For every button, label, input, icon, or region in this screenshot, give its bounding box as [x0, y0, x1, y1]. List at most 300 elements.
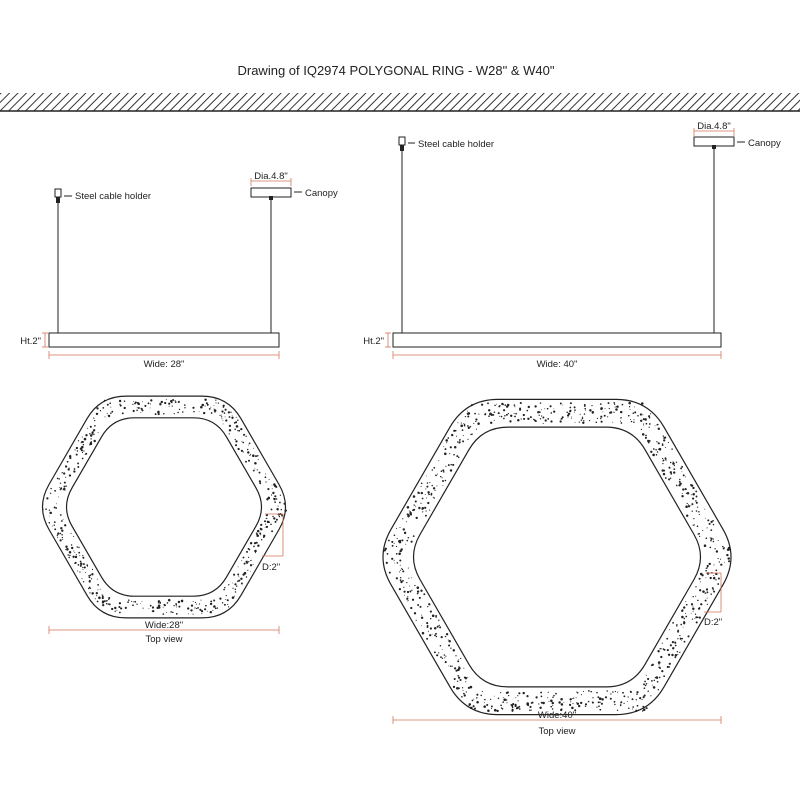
speckle-dot: [433, 487, 435, 489]
speckle-dot: [668, 442, 669, 443]
speckle-dot: [499, 405, 500, 406]
speckle-dot: [179, 409, 180, 410]
label-top-view: Top view: [145, 634, 183, 645]
speckle-dot: [632, 698, 634, 700]
speckle-dot: [163, 607, 164, 608]
speckle-dot: [83, 450, 84, 451]
speckle-dot: [439, 625, 440, 626]
speckle-dot: [661, 670, 663, 672]
speckle-dot: [696, 502, 698, 504]
speckle-dot: [491, 414, 493, 416]
speckle-dot: [150, 399, 152, 401]
speckle-dot: [507, 405, 509, 407]
speckle-dot: [456, 436, 457, 437]
speckle-dot: [506, 692, 508, 694]
speckle-dot: [434, 634, 436, 636]
speckle-dot: [387, 553, 389, 555]
speckle-dot: [137, 403, 140, 406]
speckle-dot: [553, 409, 554, 410]
speckle-dot: [463, 423, 464, 424]
speckle-dot: [476, 697, 478, 699]
speckle-dot: [642, 706, 644, 708]
speckle-dot: [91, 433, 93, 435]
speckle-dot: [245, 436, 246, 437]
speckle-dot: [234, 422, 236, 424]
speckle-dot: [613, 412, 614, 413]
speckle-dot: [78, 547, 79, 548]
speckle-dot: [61, 534, 63, 536]
speckle-dot: [435, 633, 437, 635]
speckle-dot: [400, 579, 402, 581]
speckle-dot: [90, 426, 92, 428]
speckle-dot: [704, 544, 707, 547]
speckle-dot: [175, 401, 177, 403]
speckle-dot: [248, 460, 250, 462]
speckle-dot: [272, 516, 273, 517]
speckle-dot: [141, 408, 143, 410]
speckle-dot: [677, 651, 678, 652]
speckle-dot: [550, 420, 552, 422]
speckle-dot: [690, 484, 692, 486]
speckle-dot: [435, 474, 437, 476]
speckle-dot: [503, 409, 505, 411]
speckle-dot: [253, 546, 255, 548]
speckle-dot: [477, 422, 480, 425]
speckle-dot: [681, 640, 682, 641]
speckle-dot: [453, 454, 455, 456]
speckle-dot: [236, 586, 237, 587]
speckle-dot: [578, 705, 580, 707]
speckle-dot: [86, 564, 88, 566]
speckle-dot: [668, 478, 670, 480]
speckle-dot: [131, 601, 132, 602]
speckle-dot: [427, 502, 429, 504]
speckle-dot: [598, 701, 600, 703]
speckle-dot: [616, 406, 618, 408]
speckle-dot: [200, 406, 203, 409]
speckle-dot: [692, 511, 693, 512]
speckle-dot: [176, 607, 177, 608]
speckle-dot: [442, 485, 443, 486]
speckle-dot: [585, 706, 586, 707]
speckle-dot: [698, 533, 699, 534]
speckle-dot: [700, 573, 703, 576]
speckle-dot: [195, 602, 196, 603]
speckle-dot: [716, 550, 718, 552]
speckle-dot: [227, 599, 229, 601]
speckle-dot: [454, 446, 457, 449]
speckle-dot: [56, 503, 57, 504]
speckle-dot: [705, 537, 707, 539]
speckle-dot: [657, 681, 659, 683]
speckle-dot: [255, 455, 257, 457]
speckle-dot: [172, 405, 173, 406]
speckle-dot: [687, 503, 688, 504]
speckle-dot: [448, 464, 450, 466]
speckle-dot: [694, 618, 695, 619]
speckle-dot: [429, 482, 430, 483]
speckle-dot: [597, 418, 598, 419]
speckle-dot: [483, 705, 486, 708]
speckle-dot: [531, 702, 533, 704]
speckle-dot: [693, 611, 694, 612]
speckle-dot: [508, 413, 509, 414]
speckle-dot: [73, 536, 74, 537]
side-view-small: [20, 171, 338, 370]
speckle-dot: [69, 551, 72, 554]
speckle-dot: [62, 539, 63, 540]
speckle-dot: [632, 709, 633, 710]
speckle-dot: [454, 678, 456, 680]
speckle-dot: [662, 469, 664, 471]
speckle-dot: [140, 603, 141, 604]
speckle-dot: [427, 482, 428, 483]
speckle-dot: [491, 708, 492, 709]
speckle-dot: [229, 429, 231, 431]
speckle-dot: [646, 675, 647, 676]
speckle-dot: [705, 592, 707, 594]
speckle-dot: [584, 404, 586, 406]
label-canopy: Canopy: [305, 188, 338, 199]
speckle-dot: [108, 597, 110, 599]
speckle-dot: [265, 524, 266, 525]
speckle-dot: [274, 501, 276, 503]
speckle-dot: [430, 627, 432, 629]
speckle-dot: [693, 518, 694, 519]
speckle-dot: [560, 698, 563, 701]
speckle-dot: [665, 447, 666, 448]
speckle-dot: [108, 603, 109, 604]
speckle-dot: [432, 634, 433, 635]
speckle-dot: [121, 608, 122, 609]
speckle-dot: [669, 629, 670, 630]
speckle-dot: [634, 406, 635, 407]
speckle-dot: [678, 484, 680, 486]
speckle-dot: [599, 709, 601, 711]
speckle-dot: [600, 418, 601, 419]
speckle-dot: [83, 569, 84, 570]
speckle-dot: [489, 414, 491, 416]
speckle-dot: [592, 697, 593, 698]
steel-cable-holder-icon: [55, 189, 61, 203]
speckle-dot: [628, 415, 630, 417]
speckle-dot: [421, 617, 423, 619]
speckle-dot: [210, 600, 212, 602]
speckle-dot: [474, 708, 476, 710]
speckle-dot: [173, 605, 174, 606]
speckle-dot: [54, 507, 56, 509]
speckle-dot: [541, 409, 542, 410]
speckle-dot: [506, 699, 507, 700]
speckle-dot: [599, 702, 600, 703]
speckle-dot: [705, 570, 707, 572]
speckle-dot: [400, 577, 401, 578]
speckle-dot: [445, 439, 448, 442]
speckle-dot: [576, 702, 577, 703]
speckle-dot: [715, 570, 717, 572]
speckle-dot: [241, 450, 243, 452]
speckle-dot: [722, 546, 723, 547]
speckle-dot: [682, 471, 683, 472]
speckle-dot: [231, 417, 233, 419]
speckle-dot: [671, 448, 672, 449]
speckle-dot: [467, 439, 468, 440]
speckle-dot: [106, 603, 108, 605]
speckle-dot: [74, 468, 76, 470]
speckle-dot: [466, 408, 467, 409]
speckle-dot: [407, 591, 409, 593]
speckle-dot: [698, 511, 700, 513]
speckle-dot: [92, 569, 93, 570]
speckle-dot: [232, 583, 233, 584]
speckle-dot: [467, 677, 468, 678]
speckle-dot: [233, 574, 235, 576]
speckle-dot: [501, 416, 503, 418]
speckle-dot: [683, 606, 685, 608]
speckle-dot: [665, 477, 667, 479]
speckle-dot: [409, 591, 411, 593]
speckle-dot: [278, 513, 280, 515]
speckle-dot: [410, 511, 411, 512]
speckle-dot: [570, 402, 572, 404]
speckle-dot: [223, 589, 225, 591]
speckle-dot: [238, 580, 240, 582]
top-view-large: [383, 399, 731, 737]
speckle-dot: [229, 433, 230, 434]
speckle-dot: [699, 514, 700, 515]
speckle-dot: [538, 703, 539, 704]
speckle-dot: [60, 483, 61, 484]
speckle-dot: [713, 591, 715, 593]
speckle-dot: [455, 670, 457, 672]
speckle-dot: [440, 476, 441, 477]
speckle-dot: [613, 402, 615, 404]
speckle-dot: [628, 696, 629, 697]
speckle-dot: [90, 434, 92, 436]
speckle-dot: [228, 606, 229, 607]
speckle-dot: [279, 502, 281, 504]
speckle-dot: [637, 415, 639, 417]
speckle-dot: [577, 692, 579, 694]
speckle-dot: [78, 552, 80, 554]
speckle-dot: [42, 509, 43, 510]
speckle-dot: [71, 547, 73, 549]
speckle-dot: [661, 648, 662, 649]
speckle-dot: [61, 520, 63, 522]
speckle-dot: [152, 606, 154, 608]
speckle-dot: [484, 702, 485, 703]
speckle-dot: [253, 470, 255, 472]
speckle-dot: [636, 694, 638, 696]
speckle-dot: [93, 440, 95, 442]
speckle-dot: [71, 544, 72, 545]
speckle-dot: [713, 524, 714, 525]
speckle-dot: [660, 656, 662, 658]
speckle-dot: [631, 421, 633, 423]
speckle-dot: [225, 419, 227, 421]
speckle-dot: [219, 415, 220, 416]
speckle-dot: [644, 687, 646, 689]
speckle-dot: [668, 666, 670, 668]
speckle-dot: [193, 614, 194, 615]
speckle-dot: [576, 697, 577, 698]
speckle-dot: [408, 568, 409, 569]
speckle-dot: [473, 423, 474, 424]
speckle-dot: [95, 598, 96, 599]
speckle-dot: [437, 474, 438, 475]
speckle-dot: [548, 692, 549, 693]
speckle-dot: [672, 622, 674, 624]
speckle-dot: [657, 451, 658, 452]
speckle-dot: [704, 509, 705, 510]
speckle-dot: [695, 614, 696, 615]
speckle-dot: [612, 422, 613, 423]
speckle-dot: [221, 415, 222, 416]
speckle-dot: [273, 498, 275, 500]
speckle-dot: [651, 680, 653, 682]
speckle-dot: [681, 466, 683, 468]
speckle-dot: [539, 415, 540, 416]
speckle-dot: [623, 695, 625, 697]
speckle-dot: [657, 424, 659, 426]
speckle-dot: [54, 524, 55, 525]
speckle-dot: [238, 566, 239, 567]
speckle-dot: [199, 603, 200, 604]
speckle-dot: [229, 416, 231, 418]
speckle-dot: [447, 437, 449, 439]
speckle-dot: [650, 413, 651, 414]
speckle-dot: [426, 498, 427, 499]
speckle-dot: [685, 601, 686, 602]
speckle-dot: [687, 635, 689, 637]
speckle-dot: [279, 516, 280, 517]
speckle-dot: [118, 606, 120, 608]
speckle-dot: [494, 420, 495, 421]
speckle-dot: [514, 413, 515, 414]
canopy: [251, 188, 291, 197]
speckle-dot: [670, 478, 671, 479]
speckle-dot: [75, 556, 77, 558]
speckle-dot: [222, 420, 223, 421]
speckle-dot: [432, 469, 434, 471]
speckle-dot: [514, 416, 516, 418]
speckle-dot: [383, 551, 384, 552]
speckle-dot: [168, 403, 170, 405]
label-depth: D:2": [704, 617, 723, 628]
speckle-dot: [662, 444, 664, 446]
speckle-dot: [664, 457, 666, 459]
speckle-dot: [435, 616, 437, 618]
speckle-dot: [119, 400, 121, 402]
speckle-dot: [65, 485, 67, 487]
speckle-dot: [684, 641, 686, 643]
speckle-dot: [203, 413, 204, 414]
speckle-dot: [662, 643, 663, 644]
speckle-dot: [445, 636, 446, 637]
speckle-dot: [515, 704, 517, 706]
speckle-dot: [63, 472, 65, 474]
speckle-dot: [114, 607, 116, 609]
speckle-dot: [671, 654, 673, 656]
speckle-dot: [54, 490, 56, 492]
speckle-dot: [555, 693, 557, 695]
speckle-dot: [635, 710, 637, 712]
speckle-dot: [199, 411, 200, 412]
speckle-dot: [148, 402, 150, 404]
speckle-dot: [421, 492, 423, 494]
speckle-dot: [225, 599, 226, 600]
speckle-dot: [255, 552, 256, 553]
speckle-dot: [496, 710, 498, 712]
speckle-dot: [673, 471, 675, 473]
speckle-dot: [196, 608, 197, 609]
speckle-dot: [488, 415, 490, 417]
speckle-dot: [259, 532, 261, 534]
speckle-dot: [429, 634, 431, 636]
speckle-dot: [701, 604, 702, 605]
speckle-dot: [89, 592, 90, 593]
speckle-dot: [615, 408, 618, 411]
speckle-dot: [414, 585, 415, 586]
speckle-dot: [659, 677, 661, 679]
speckle-dot: [547, 697, 548, 698]
speckle-dot: [443, 471, 445, 473]
speckle-dot: [445, 656, 446, 657]
canopy-mount-point: [712, 145, 716, 149]
speckle-dot: [61, 530, 63, 532]
steel-cable-holder-icon: [399, 137, 405, 151]
speckle-dot: [82, 436, 83, 437]
speckle-dot: [473, 705, 475, 707]
speckle-dot: [394, 560, 395, 561]
label-depth: D:2": [262, 562, 281, 573]
speckle-dot: [90, 588, 91, 589]
speckle-dot: [643, 709, 646, 712]
speckle-dot: [427, 606, 428, 607]
speckle-dot: [686, 604, 688, 606]
speckle-dot: [467, 411, 468, 412]
speckle-dot: [182, 600, 184, 602]
speckle-dot: [235, 591, 236, 592]
speckle-dot: [422, 632, 425, 635]
speckle-dot: [679, 481, 681, 483]
speckle-dot: [60, 514, 62, 516]
speckle-dot: [105, 416, 106, 417]
speckle-dot: [194, 607, 195, 608]
speckle-dot: [697, 600, 699, 602]
speckle-dot: [515, 697, 516, 698]
speckle-dot: [97, 601, 99, 603]
speckle-dot: [253, 564, 254, 565]
speckle-dot: [516, 707, 518, 709]
speckle-dot: [562, 405, 563, 406]
speckle-dot: [72, 556, 74, 558]
speckle-dot: [258, 459, 259, 460]
speckle-dot: [136, 410, 138, 412]
speckle-dot: [102, 595, 104, 597]
speckle-dot: [142, 601, 143, 602]
speckle-dot: [589, 701, 590, 702]
speckle-dot: [590, 691, 592, 693]
speckle-dot: [161, 401, 163, 403]
speckle-dot: [510, 420, 511, 421]
speckle-dot: [69, 456, 71, 458]
speckle-dot: [79, 555, 80, 556]
speckle-dot: [124, 400, 126, 402]
speckle-dot: [418, 507, 420, 509]
speckle-dot: [606, 690, 608, 692]
speckle-dot: [571, 707, 574, 710]
